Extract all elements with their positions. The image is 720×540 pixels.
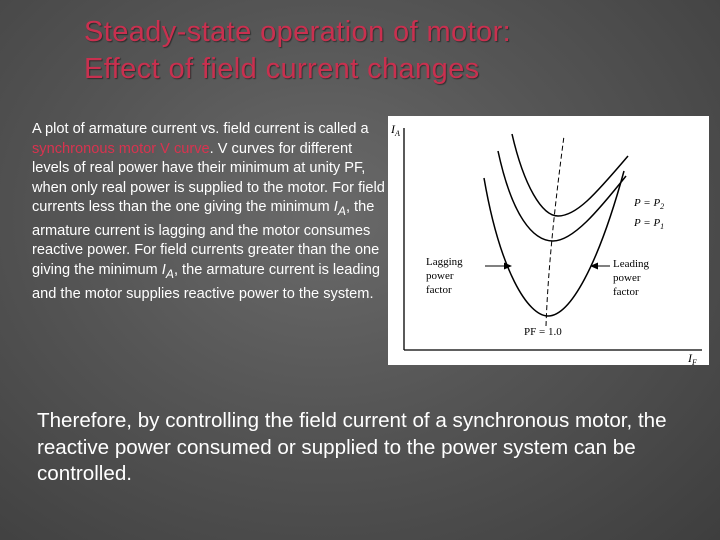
leading-label-2: power — [613, 272, 641, 284]
title-line-1: Steady-state operation of motor: — [84, 16, 512, 48]
p1-label: $P = P_1$ — [634, 217, 665, 231]
v-curve-bottom — [484, 171, 624, 316]
body-paragraph — [32, 120, 388, 304]
y-axis-label: $I_A$ — [391, 122, 400, 138]
para-text-4: , the armature current is leading and the motor supplies reactive power to the system. — [32, 262, 380, 302]
unity-pf-dashed-line — [546, 136, 564, 326]
ia-symbol-1: $I_A$ — [333, 199, 346, 219]
highlight-term: synchronous motor V curve — [32, 140, 210, 157]
leading-arrowhead — [590, 263, 598, 270]
para-text-2: . V curves for different levels of real power have their minimum at unity PF, when only real power is supplied to the motor. For field currents less than the one giving the minimum — [32, 140, 385, 216]
leading-label-3: factor — [613, 286, 639, 298]
para-text-3: , the armature current is lagging and the motor consumes reactive power. For field currents greater than the one giving the minimum — [32, 199, 380, 279]
x-axis-label: $I_F$ — [688, 351, 697, 365]
conclusion-text: Therefore, by controlling the field current of a synchronous motor, the reactive power consumed or supplied to the power system can be controlled. — [37, 409, 667, 485]
leading-label-1: Leading — [613, 258, 650, 270]
lagging-label-2: power — [426, 270, 454, 282]
lagging-label-3: factor — [426, 284, 452, 296]
v-curve-figure — [388, 116, 709, 365]
ia-symbol-2: $I_A$ — [161, 262, 174, 281]
p2-label: $P = P_2$ — [634, 197, 665, 211]
v-curve-top — [512, 134, 628, 216]
para-text-1: A plot of armature current vs. field current is called a — [32, 121, 369, 137]
pf-label: PF = 1.0 — [524, 326, 562, 338]
lagging-label-1: Lagging — [426, 256, 463, 268]
title-line-2: Effect of field current changes — [84, 53, 480, 85]
slide-title — [84, 14, 704, 88]
